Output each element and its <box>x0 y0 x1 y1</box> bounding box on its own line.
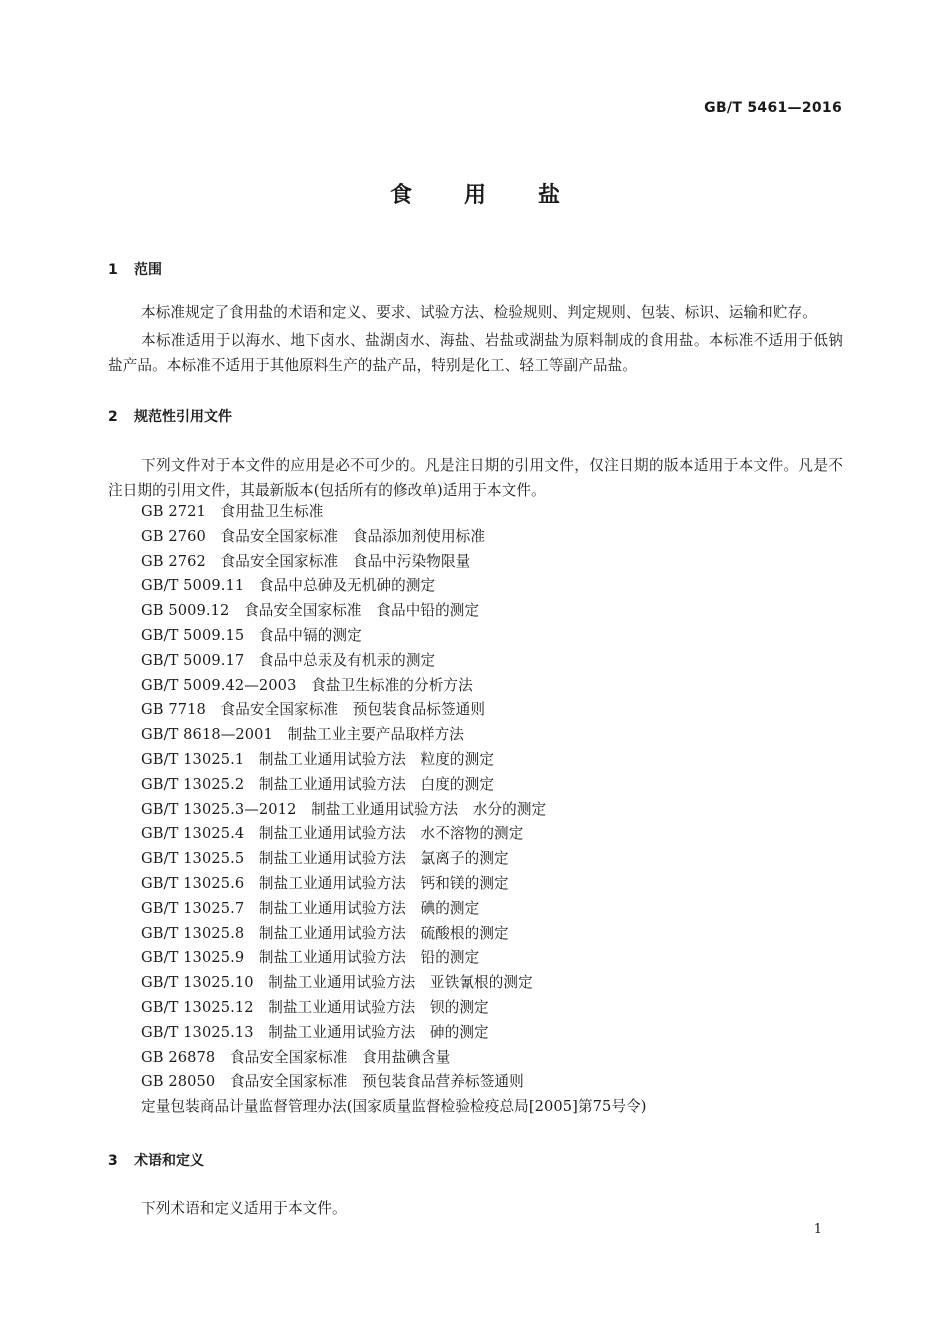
reference-item: GB 7718 食品安全国家标准 预包装食品标签通则 <box>141 701 486 719</box>
references-intro-paragraph: 下列文件对于本文件的应用是必不可少的。凡是注日期的引用文件，仅注日期的版本适用于本文件。凡是不注日期的引用文件，其最新版本(包括所有的修改单)适用于本文件。 <box>108 457 843 499</box>
standard-code: GB/T 5461—2016 <box>704 100 842 116</box>
reference-item: GB/T 13025.2 制盐工业通用试验方法 白度的测定 <box>141 775 495 793</box>
section-heading-scope <box>108 259 162 279</box>
reference-item: GB 2760 食品安全国家标准 食品添加剂使用标准 <box>141 527 486 545</box>
reference-item: GB/T 13025.6 制盐工业通用试验方法 钙和镁的测定 <box>141 874 509 892</box>
page-number: 1 <box>813 1222 822 1237</box>
reference-item: GB/T 13025.4 制盐工业通用试验方法 水不溶物的测定 <box>141 825 524 843</box>
reference-item: GB/T 8618—2001 制盐工业主要产品取样方法 <box>141 726 464 744</box>
title-char: 用 <box>463 183 486 208</box>
reference-item: GB/T 13025.7 制盐工业通用试验方法 碘的测定 <box>141 899 480 917</box>
section-title: 范围 <box>134 262 162 278</box>
reference-item: GB/T 5009.15 食品中镉的测定 <box>141 626 362 644</box>
section-title: 术语和定义 <box>134 1153 204 1169</box>
reference-item: GB/T 5009.17 食品中总汞及有机汞的测定 <box>141 651 436 669</box>
reference-list <box>141 500 647 1120</box>
reference-item: GB 26878 食品安全国家标准 食用盐碘含量 <box>141 1048 451 1066</box>
reference-item: GB 2721 食用盐卫生标准 <box>141 503 324 520</box>
reference-item: GB/T 13025.5 制盐工业通用试验方法 氯离子的测定 <box>141 850 509 868</box>
reference-item: GB/T 13025.12 制盐工业通用试验方法 钡的测定 <box>141 998 489 1016</box>
reference-item: GB 28050 食品安全国家标准 预包装食品营养标签通则 <box>141 1073 524 1091</box>
scope-paragraph-2: 本标准适用于以海水、地下卤水、盐湖卤水、海盐、岩盐或湖盐为原料制成的食用盐。本标准不适用于低钠盐产品。本标准不适用于其他原料生产的盐产品，特别是化工、轻工等副产品盐。 <box>108 332 843 374</box>
reference-item: GB/T 13025.10 制盐工业通用试验方法 亚铁氰根的测定 <box>141 974 533 992</box>
reference-item: GB/T 13025.9 制盐工业通用试验方法 铅的测定 <box>141 949 480 967</box>
section-title: 规范性引用文件 <box>134 409 232 425</box>
document-title <box>0 178 950 209</box>
terms-intro-paragraph: 下列术语和定义适用于本文件。 <box>141 1200 347 1217</box>
reference-item: GB/T 13025.13 制盐工业通用试验方法 砷的测定 <box>141 1023 489 1041</box>
reference-item: GB/T 5009.11 食品中总砷及无机砷的测定 <box>141 577 436 595</box>
section-heading-normative-references <box>108 406 232 426</box>
reference-item: GB/T 5009.42—2003 食盐卫生标准的分析方法 <box>141 676 473 694</box>
title-char: 食 <box>389 183 412 208</box>
section-heading-terms-definitions <box>108 1150 204 1170</box>
section-number: 1 <box>108 262 118 278</box>
reference-item: 定量包装商品计量监督管理办法(国家质量监督检验检疫总局[2005]第75号令) <box>141 1098 647 1116</box>
reference-item: GB 5009.12 食品安全国家标准 食品中铅的测定 <box>141 602 480 620</box>
title-char: 盐 <box>538 183 561 208</box>
section-number: 2 <box>108 409 118 425</box>
reference-item: GB/T 13025.3—2012 制盐工业通用试验方法 水分的测定 <box>141 800 547 818</box>
reference-item: GB 2762 食品安全国家标准 食品中污染物限量 <box>141 552 471 570</box>
reference-item: GB/T 13025.8 制盐工业通用试验方法 硫酸根的测定 <box>141 924 509 942</box>
section-number: 3 <box>108 1153 118 1169</box>
scope-paragraph-1: 本标准规定了食用盐的术语和定义、要求、试验方法、检验规则、判定规则、包装、标识、运输和贮存。 <box>141 304 817 321</box>
reference-item: GB/T 13025.1 制盐工业通用试验方法 粒度的测定 <box>141 750 495 768</box>
